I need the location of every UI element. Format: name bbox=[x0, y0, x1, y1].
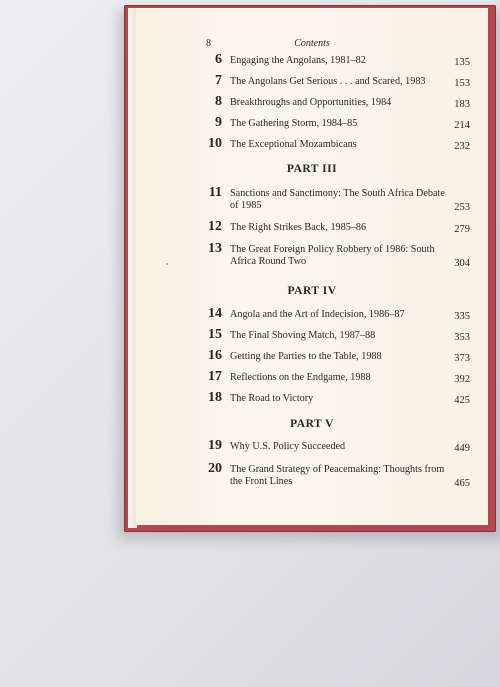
page-header bbox=[136, 38, 488, 52]
chapter-number: 17 bbox=[208, 369, 222, 384]
page-number: 8 bbox=[206, 38, 211, 49]
chapter-number: 18 bbox=[208, 390, 222, 405]
chapter-page: 253 bbox=[454, 202, 470, 213]
chapter-title: The Exceptional Mozambicans bbox=[230, 139, 357, 150]
chapter-page: 425 bbox=[454, 395, 470, 406]
chapter-title: Getting the Parties to the Table, 1988 bbox=[230, 351, 382, 362]
chapter-number: 15 bbox=[208, 327, 222, 342]
chapter-page: 335 bbox=[454, 311, 470, 322]
chapter-number: 16 bbox=[208, 348, 222, 363]
chapter-number: 20 bbox=[208, 461, 222, 476]
chapter-page: 449 bbox=[454, 443, 470, 454]
chapter-page: 183 bbox=[454, 99, 470, 110]
chapter-page: 304 bbox=[454, 258, 470, 269]
chapter-title: The Right Strikes Back, 1985–86 bbox=[230, 222, 367, 233]
chapter-page: 392 bbox=[454, 374, 470, 385]
paper-speck bbox=[166, 263, 168, 265]
chapter-number: 6 bbox=[215, 52, 222, 67]
chapter-title: Reflections on the Endgame, 1988 bbox=[230, 372, 371, 383]
chapter-title: Sanctions and Sanctimony: The South Africa Debate of 1985 bbox=[230, 188, 445, 211]
part-heading: PART III bbox=[286, 163, 338, 175]
chapter-title: The Road to Victory bbox=[230, 393, 314, 404]
running-title: Contents bbox=[294, 38, 330, 49]
part-heading: PART IV bbox=[287, 285, 337, 297]
chapter-number: 12 bbox=[208, 219, 222, 234]
chapter-title: The Final Shoving Match, 1987–88 bbox=[230, 330, 376, 341]
contents-page bbox=[136, 8, 488, 525]
part-heading: PART V bbox=[290, 418, 334, 430]
chapter-page: 135 bbox=[454, 57, 470, 68]
chapter-page: 153 bbox=[454, 78, 470, 89]
chapter-title: Angola and the Art of Indecision, 1986–87 bbox=[230, 309, 405, 320]
chapter-page: 465 bbox=[454, 478, 470, 489]
chapter-title: The Gathering Storm, 1984–85 bbox=[230, 118, 358, 129]
chapter-title: Why U.S. Policy Succeeded bbox=[230, 441, 346, 452]
chapter-number: 9 bbox=[215, 115, 222, 130]
chapter-number: 19 bbox=[208, 438, 222, 453]
chapter-title: The Grand Strategy of Peacemaking: Thoughts from the Front Lines bbox=[230, 464, 445, 487]
chapter-number: 11 bbox=[208, 185, 222, 200]
chapter-number: 14 bbox=[208, 306, 222, 321]
chapter-title: The Great Foreign Policy Robbery of 1986: South Africa Round Two bbox=[230, 244, 435, 267]
chapter-title: The Angolans Get Serious . . . and Scared, 1983 bbox=[230, 76, 426, 87]
chapter-page: 214 bbox=[454, 120, 470, 131]
chapter-title: Engaging the Angolans, 1981–82 bbox=[230, 55, 366, 66]
chapter-title: Breakthroughs and Opportunities, 1984 bbox=[230, 97, 392, 108]
chapter-number: 13 bbox=[208, 241, 222, 256]
chapter-number: 10 bbox=[208, 136, 222, 151]
chapter-page: 279 bbox=[454, 224, 470, 235]
chapter-number: 7 bbox=[215, 73, 222, 88]
chapter-page: 353 bbox=[454, 332, 470, 343]
chapter-page: 373 bbox=[454, 353, 470, 364]
chapter-page: 232 bbox=[454, 141, 470, 152]
chapter-number: 8 bbox=[215, 94, 222, 109]
